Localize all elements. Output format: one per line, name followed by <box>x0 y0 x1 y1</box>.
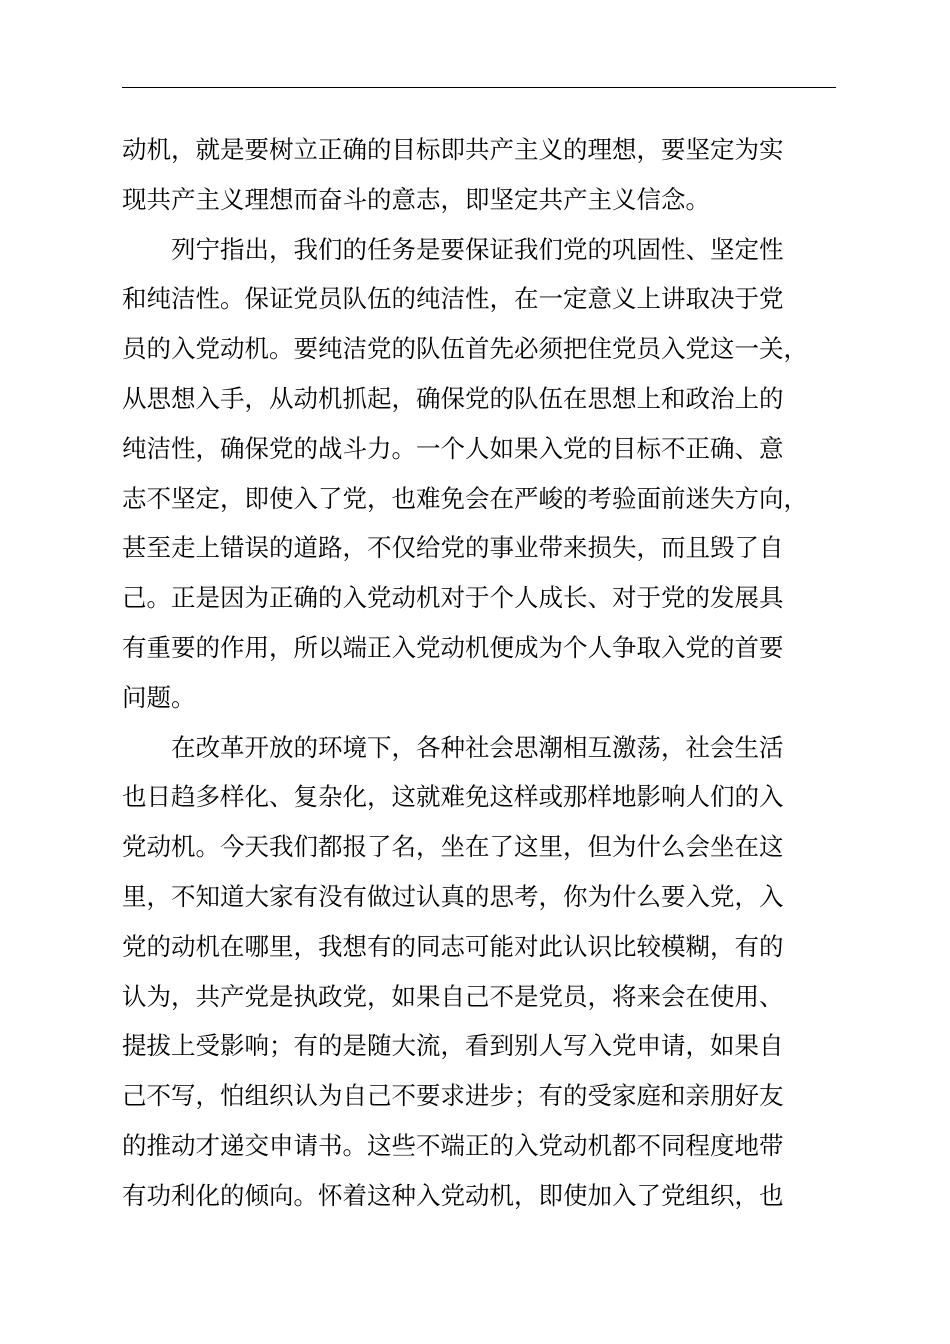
text-line: 党的动机在哪里，我想有的同志可能对此认识比较模糊，有的 <box>122 931 784 961</box>
text-line: 在改革开放的环境下，各种社会思潮相互激荡，社会生活 <box>171 732 784 762</box>
text-line: 问题。 <box>122 682 196 712</box>
text-line: 员的入党动机。要纯洁党的队伍首先必须把住党员入党这一关， <box>122 334 808 364</box>
body-text <box>122 125 857 1221</box>
text-line: 甚至走上错误的道路，不仅给党的事业带来损失，而且毁了自 <box>122 533 784 563</box>
text-line: 动机，就是要树立正确的目标即共产主义的理想，要坚定为实 <box>122 135 784 164</box>
text-line: 里，不知道大家有没有做过认真的思考，你为什么要入党，入 <box>122 881 784 911</box>
text-line: 和纯洁性。保证党员队伍的纯洁性，在一定意义上讲取决于党 <box>122 284 784 314</box>
text-line: 己。正是因为正确的入党动机对于个人成长、对于党的发展具 <box>122 583 784 613</box>
text-line: 党动机。今天我们都报了名，坐在了这里，但为什么会坐在这 <box>122 832 784 862</box>
text-line: 现共产主义理想而奋斗的意志，即坚定共产主义信念。 <box>122 184 710 214</box>
text-line: 志不坚定，即使入了党，也难免会在严峻的考验面前迷失方向， <box>122 483 808 513</box>
header-rule <box>122 87 836 88</box>
text-line: 纯洁性，确保党的战斗力。一个人如果入党的目标不正确、意 <box>122 433 784 463</box>
text-line: 的推动才递交申请书。这些不端正的入党动机都不同程度地带 <box>122 1130 784 1160</box>
text-line: 认为，共产党是执政党，如果自己不是党员，将来会在使用、 <box>122 981 784 1011</box>
text-line: 也日趋多样化、复杂化，这就难免这样或那样地影响人们的入 <box>122 782 784 812</box>
text-line: 列宁指出，我们的任务是要保证我们党的巩固性、坚定性 <box>171 234 784 264</box>
text-line: 从思想入手，从动机抓起，确保党的队伍在思想上和政治上的 <box>122 383 784 413</box>
text-line: 有重要的作用，所以端正入党动机便成为个人争取入党的首要 <box>122 632 784 662</box>
text-line: 己不写，怕组织认为自己不要求进步；有的受家庭和亲朋好友 <box>122 1081 784 1111</box>
text-line: 有功利化的倾向。怀着这种入党动机，即使加入了党组织，也 <box>122 1180 784 1210</box>
text-line: 提拔上受影响；有的是随大流，看到别人写入党申请，如果自 <box>122 1031 784 1061</box>
